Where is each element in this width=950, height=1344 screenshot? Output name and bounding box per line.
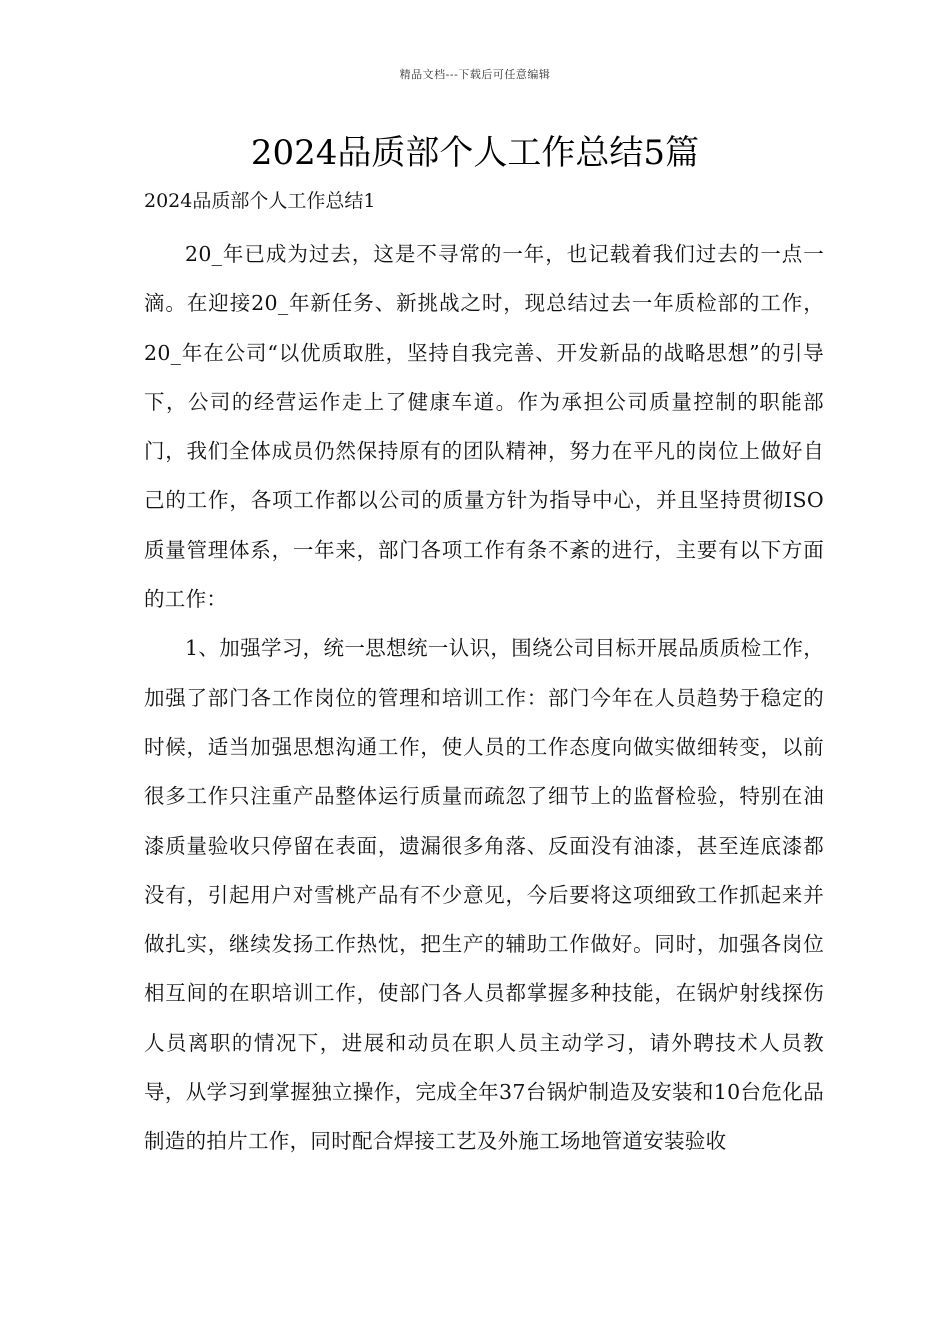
paragraph-intro: 20_年已成为过去，这是不寻常的一年，也记载着我们过去的一点一滴。在迎接20_年新任务、新挑战之时，现总结过去一年质检部的工作，20_年在公司“以优质取胜，坚持自我完善、开发新品的战略思想”的引导下，公司的经营运作走上了健康车道。作为承担公司质量控制的职能部门，我们全体成员仍然保持原有的团队精神，努力在平凡的岗位上做好自己的工作，各项工作都以公司的质量方针为指导中心，并且坚持贯彻ISO质量管理体系，一年来，部门各项工作有条不紊的进行，主要有以下方面的工作： — [144, 242, 824, 612]
document-body — [144, 230, 824, 1167]
section-heading: 2024品质部个人工作总结1 — [144, 190, 376, 212]
paragraph-item-1: 1、加强学习，统一思想统一认识，围绕公司目标开展品质质检工作，加强了部门各工作岗位的管理和培训工作：部门今年在人员趋势于稳定的时候，适当加强思想沟通工作，使人员的工作态度向做实做细转变，以前很多工作只注重产品整体运行质量而疏忽了细节上的监督检验，特别在油漆质量验收只停留在表面，遗漏很多角落、反面没有油漆，甚至连底漆都没有，引起用户对雪桃产品有不少意见，今后要将这项细致工作抓起来并做扎实，继续发扬工作热忱，把生产的辅助工作做好。同时，加强各岗位相互间的在职培训工作，使部门各人员都掌握多种技能，在锅炉射线探伤人员离职的情况下，进展和动员在职人员主动学习，请外聘技术人员教导，从学习到掌握独立操作，完成全年37台锅炉制造及安装和10台危化品制造的拍片工作，同时配合焊接工艺及外施工场地管道安装验收 — [144, 636, 824, 1154]
document-title: 2024品质部个人工作总结5篇 — [250, 133, 700, 173]
header-note: 精品文档---下载后可任意编辑 — [399, 68, 551, 81]
